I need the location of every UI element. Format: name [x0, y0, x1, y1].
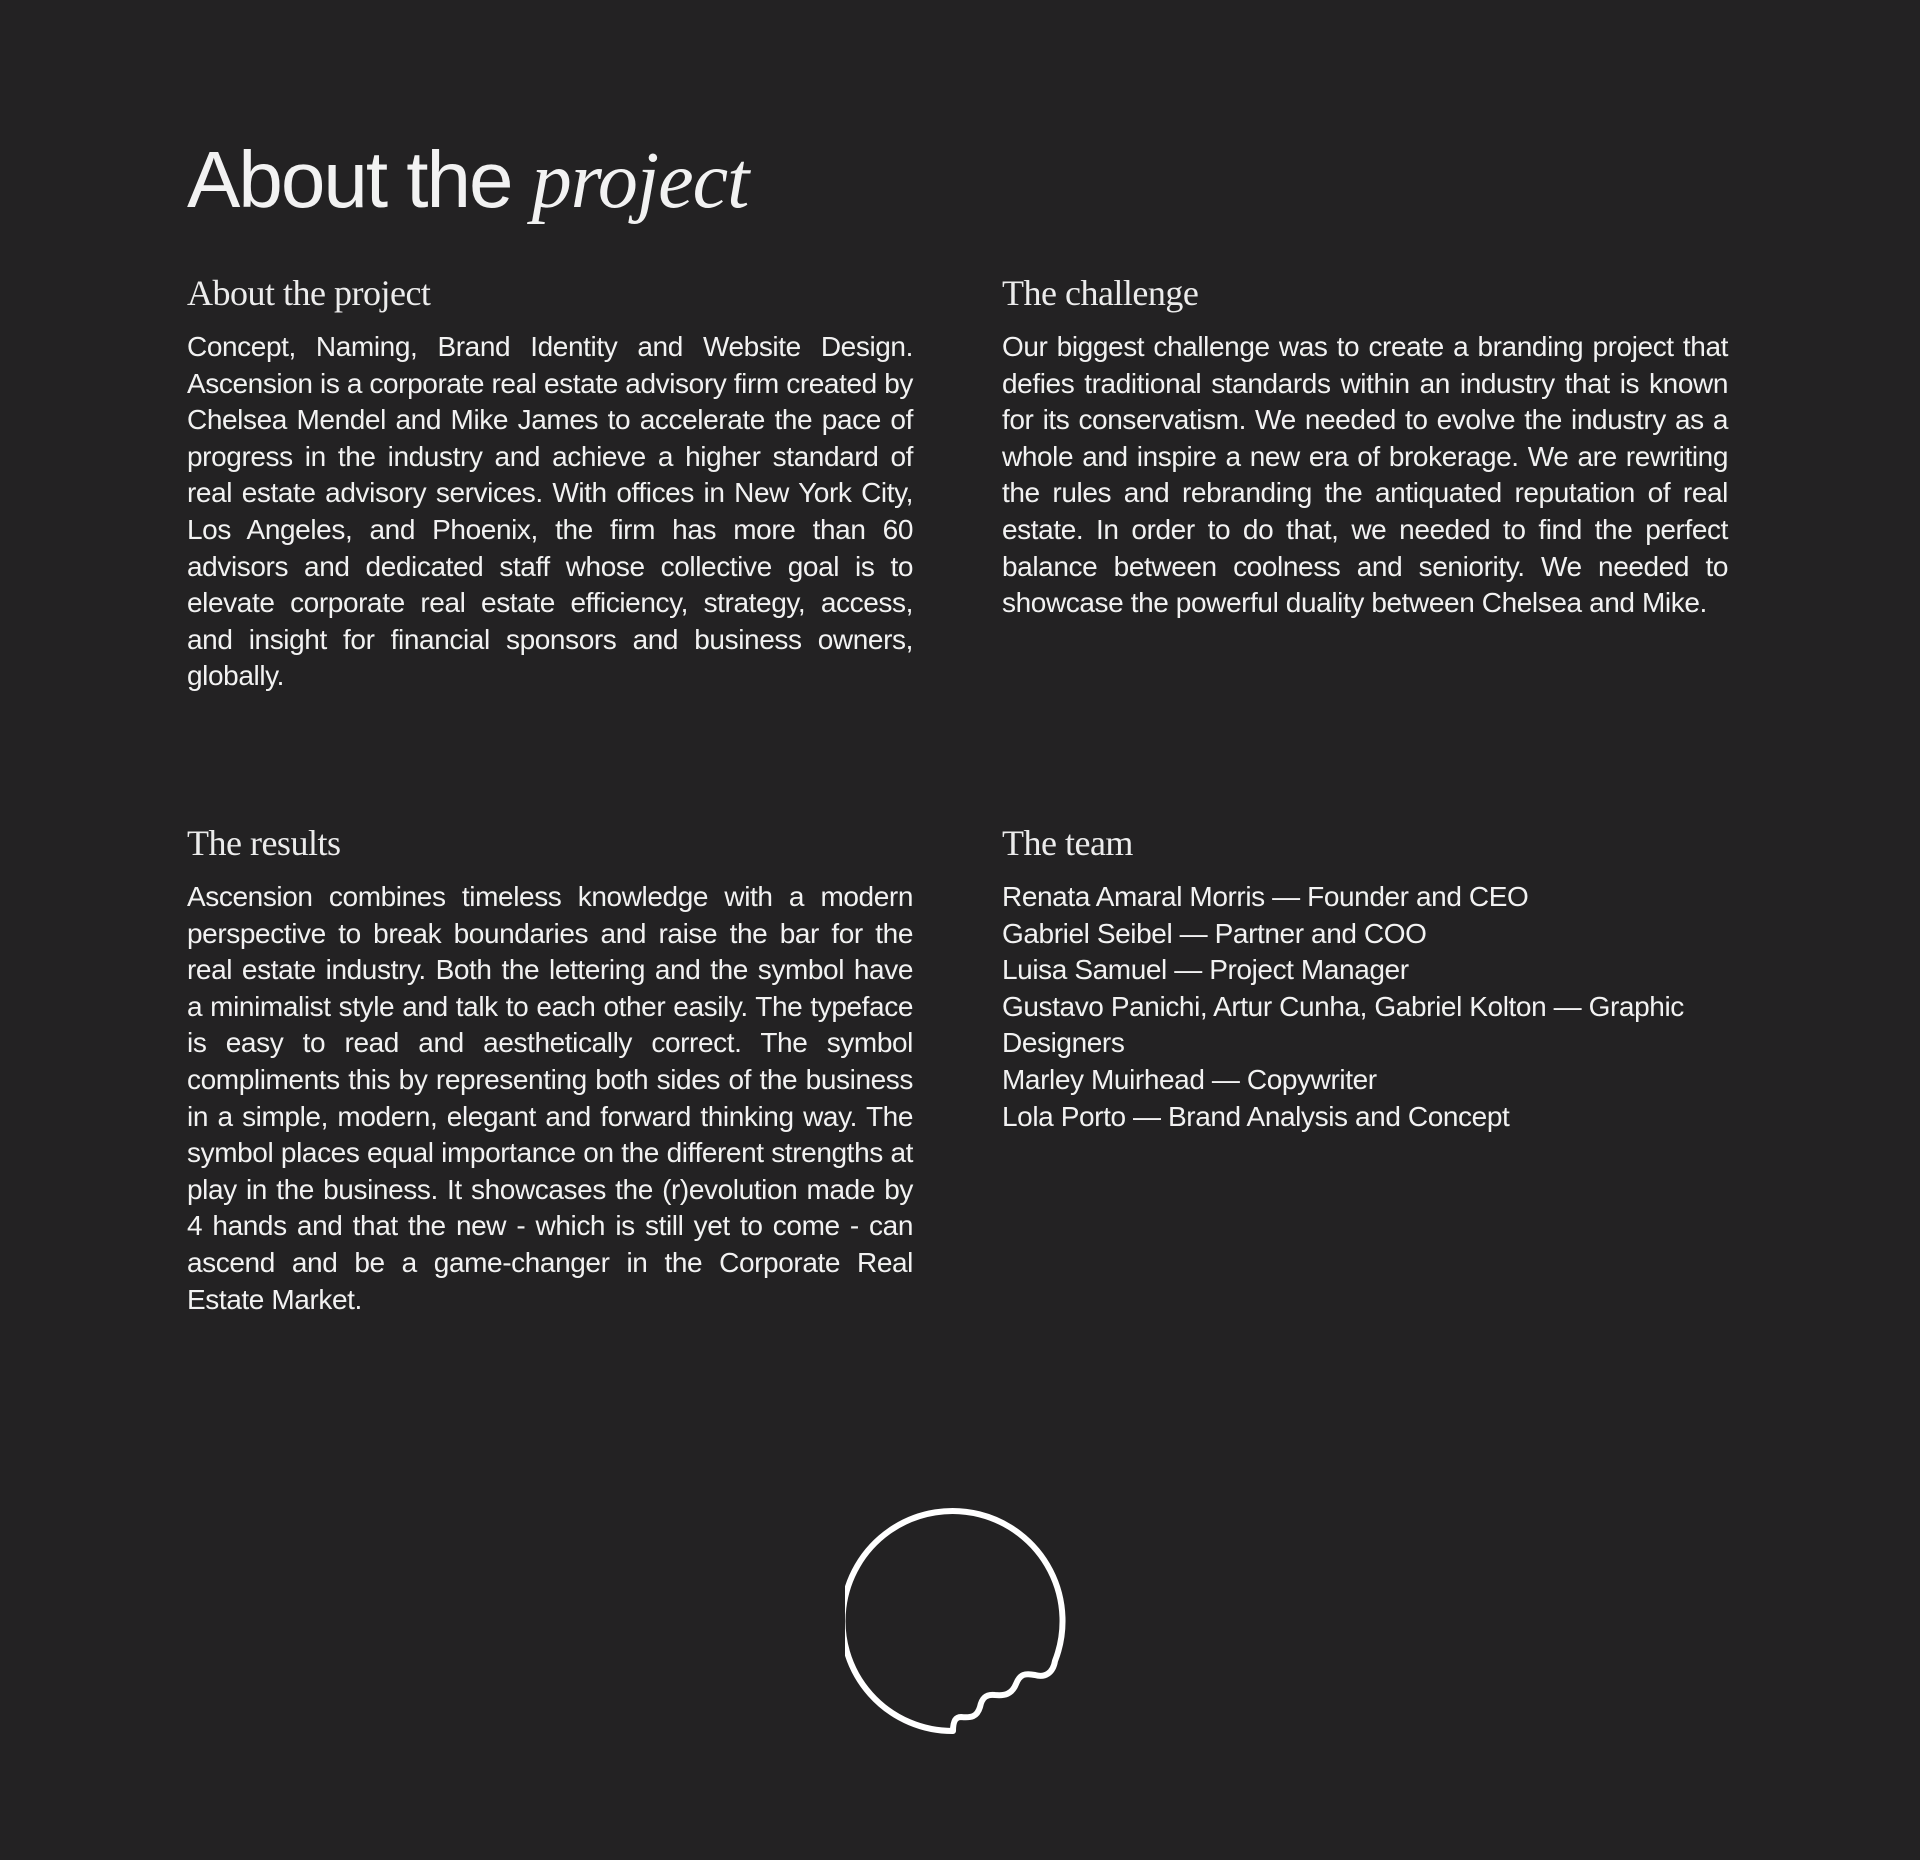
- challenge-body: Our biggest challenge was to create a branding project that defies traditional standards within an industry that is known for its conservatism. We needed to evolve the industry as a whole and inspire a new era of brokerage. We are rewriting the rules and rebranding the antiquated reputation of real estate. In order to do that, we needed to find the perfect balance between coolness and seniority. We needed to showcase the powerful duality between Chelsea and Mike.: [1002, 331, 1728, 619]
- results-section: [187, 821, 913, 1318]
- page-title-plain: About the: [187, 135, 512, 224]
- team-member: Marley Muirhead — Copywriter: [1002, 1063, 1377, 1095]
- results-heading: The results: [187, 823, 341, 863]
- about-heading: About the project: [187, 273, 431, 313]
- results-body: Ascension combines timeless knowledge with a modern perspective to break boundaries and raise the bar for the real estate industry. Both the lettering and the symbol have a minimalist style and talk to each other easily. The typeface is easy to read and aesthetically correct. The symbol compliments this by representing both sides of the business in a simple, modern, elegant and forward thinking way. The symbol places equal importance on the different strengths at play in the business. It showcases the (r)evolution made by 4 hands and that the new - which is still yet to come - can ascend and be a game-changer in the Corporate Real Estate Market.: [187, 881, 913, 1315]
- page-title-accent: project: [531, 137, 749, 225]
- challenge-heading: The challenge: [1002, 273, 1199, 313]
- ascension-symbol-stroke: [845, 1511, 1063, 1731]
- team-list: [1002, 879, 1728, 1135]
- about-body: Concept, Naming, Brand Identity and Website Design. Ascension is a corporate real estate advisory firm created by Chelsea Mendel and Mike James to accelerate the pace of progress in the industry and achieve a higher standard of real estate advisory services. With offices in New York City, Los Angeles, and Phoenix, the firm has more than 60 advisors and dedicated staff whose collective goal is to elevate corporate real estate efficiency, strategy, access, and insight for financial sponsors and business owners, globally.: [187, 331, 913, 692]
- team-member: Lola Porto — Brand Analysis and Concept: [1002, 1100, 1510, 1132]
- about-section: [187, 271, 913, 695]
- team-member: Gabriel Seibel — Partner and COO: [1002, 917, 1427, 949]
- ascension-symbol-icon: [845, 1506, 1075, 1736]
- team-heading: The team: [1002, 823, 1133, 863]
- team-member: Renata Amaral Morris — Founder and CEO: [1002, 881, 1529, 912]
- team-member: Luisa Samuel — Project Manager: [1002, 954, 1409, 986]
- team-section: [1002, 821, 1728, 1135]
- page-title: [187, 136, 748, 225]
- challenge-section: [1002, 271, 1728, 622]
- team-member: Gustavo Panichi, Artur Cunha, Gabriel Kolton — Graphic Designers: [1002, 990, 1684, 1059]
